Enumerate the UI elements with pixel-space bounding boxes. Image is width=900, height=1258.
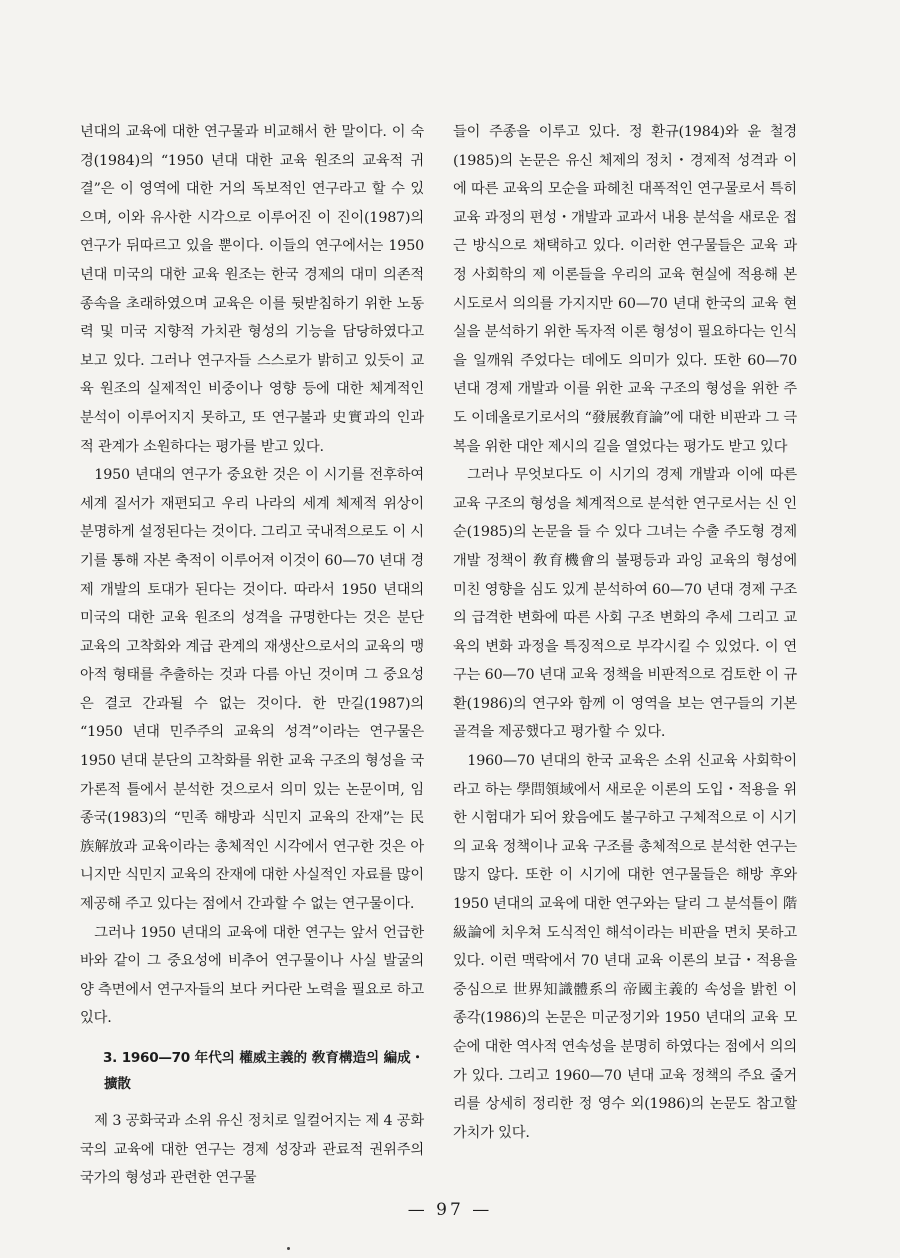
section-heading: 3. 1960—70 年代의 權威主義的 敎育構造의 編成・擴散 xyxy=(103,1050,424,1092)
left-column xyxy=(80,118,424,1193)
right-column xyxy=(453,118,797,1147)
paragraph: 1950 년대의 연구가 중요한 것은 이 시기를 전후하여 세계 질서가 재편되고 우리 나라의 세계 체제적 위상이 분명하게 설정된다는 것이다. 그리고 국내적으로도 이 시기를 통해 자본 축적이 이루어져 이것이 60—70 년대 경제 개발의 토대가 된다는 것이다. 따라서 1950 년대의 미국의 대한 교육 원조의 성격을 규명한다는 것은 분단 교육의 고착화와 계급 관계의 재생산으로서의 교육의 맹아적 형태를 추출하는 것과 다름 아닌 것이며 그 중요성은 결코 간과될 수 없는 것이다. 한 만길(1987)의 “1950 년대 민주주의 교육의 성격”이라는 연구물은 1950 년대 분단의 고착화를 위한 교육 구조의 형성을 국가론적 틀에서 분석한 것으로서 의미 있는 논문이며, 임 종국(1983)의 “민족 해방과 식민지 교육의 잔재”는 民族解放과 교육이라는 총체적인 시각에서 연구한 것은 아니지만 식민지 교육의 잔재에 대한 사실적인 자료를 많이 제공해 주고 있다는 점에서 간과할 수 없는 연구물이다. xyxy=(80,467,424,913)
paragraph: 그러나 무엇보다도 이 시기의 경제 개발과 이에 따른 교육 구조의 형성을 체계적으로 분석한 연구로서는 신 인순(1985)의 논문을 들 수 있다 그녀는 수출 주도형 경제 개발 정책이 敎育機會의 불평등과 과잉 교육의 형성에 미친 영향을 심도 있게 분석하여 60—70 년대 경제 구조의 급격한 변화에 따른 사회 구조 변화의 추세 그리고 교육의 변화 과정을 특징적으로 부각시킬 수 있었다. 이 연구는 60—70 년대 교육 정책을 비판적으로 검토한 이 규환(1986)의 연구와 함께 이 영역을 보는 연구들의 기본 골격을 제공했다고 평가할 수 있다. xyxy=(453,467,797,741)
paragraph: 그러나 1950 년대의 교육에 대한 연구는 앞서 언급한 바와 같이 그 중요성에 비추어 연구물이나 사실 발굴의 양 측면에서 연구자들의 보다 커다란 노력을 필요로 하고 있다. xyxy=(80,924,424,1027)
scan-speck xyxy=(287,1247,290,1250)
paragraph: 년대의 교육에 대한 연구물과 비교해서 한 말이다. 이 숙경(1984)의 “1950 년대 대한 교육 원조의 교육적 귀결”은 이 영역에 대한 거의 독보적인 연구라고 할 수 있으며, 이와 유사한 시각으로 이루어진 이 진이(1987)의 연구가 뒤따르고 있을 뿐이다. 이들의 연구에서는 1950 년대 미국의 대한 교육 원조는 한국 경제의 대미 의존적 종속을 초래하였으며 교육은 이를 뒷받침하기 위한 노동력 및 미국 지향적 가치관 형성의 기능을 담당하였다고 보고 있다. 그러나 연구자들 스스로가 밝히고 있듯이 교육 원조의 실제적인 비중이나 영향 등에 대한 체계적인 분석이 이루어지지 못하고, 또 연구불과 史實과의 인과적 관계가 소원하다는 평가를 받고 있다. xyxy=(80,124,424,455)
paragraph: 제 3 공화국과 소위 유신 정치로 일컬어지는 제 4 공화국의 교육에 대한 연구는 경제 성장과 관료적 권위주의 국가의 형성과 관련한 연구물 xyxy=(80,1113,424,1187)
paragraph: 1960—70 년대의 한국 교육은 소위 신교육 사회학이라고 하는 學問領域에서 새로운 이론의 도입・적용을 위한 시험대가 되어 왔음에도 불구하고 구체적으로 이 시기의 교육 정책이나 교육 구조를 총체적으로 분석한 연구는 많지 않다. 또한 이 시기에 대한 연구물들은 해방 후와 1950 년대의 교육에 대한 연구와는 달리 그 분석틀이 階級論에 치우쳐 도식적인 해석이라는 비판을 면치 못하고 있다. 이런 맥락에서 70 년대 교육 이론의 보급・적용을 중심으로 世界知識體系의 帝國主義的 속성을 밝힌 이 종각(1986)의 논문은 미군정기와 1950 년대의 교육 모순에 대한 역사적 연속성을 분명히 하였다는 점에서 의의가 있다. 그리고 1960—70 년대 교육 정책의 주요 줄거리를 상세히 정리한 정 영수 외(1986)의 논문도 참고할 가치가 있다. xyxy=(453,753,797,1141)
page-number: — 97 — xyxy=(407,1200,493,1220)
paragraph: 들이 주종을 이루고 있다. 정 환규(1984)와 윤 철경(1985)의 논문은 유신 체제의 정치・경제적 성격과 이에 따른 교육의 모순을 파헤친 대폭적인 연구물로서 특히 교육 과정의 편성・개발과 교과서 내용 분석을 새로운 접근 방식으로 채택하고 있다. 이러한 연구물들은 교육 과정 사회학의 제 이론들을 우리의 교육 현실에 적용해 본 시도로서 의의를 가지지만 60—70 년대 한국의 교육 현실을 분석하기 위한 독자적 이론 형성이 필요하다는 인식을 일깨워 주었다는 데에도 의미가 있다. 또한 60—70 년대 경제 개발과 이를 위한 교육 구조의 형성을 위한 주도 이데올로기로서의 “發展敎育論”에 대한 비판과 그 극복을 위한 대안 제시의 길을 열었다는 평가도 받고 있다 xyxy=(453,124,797,455)
